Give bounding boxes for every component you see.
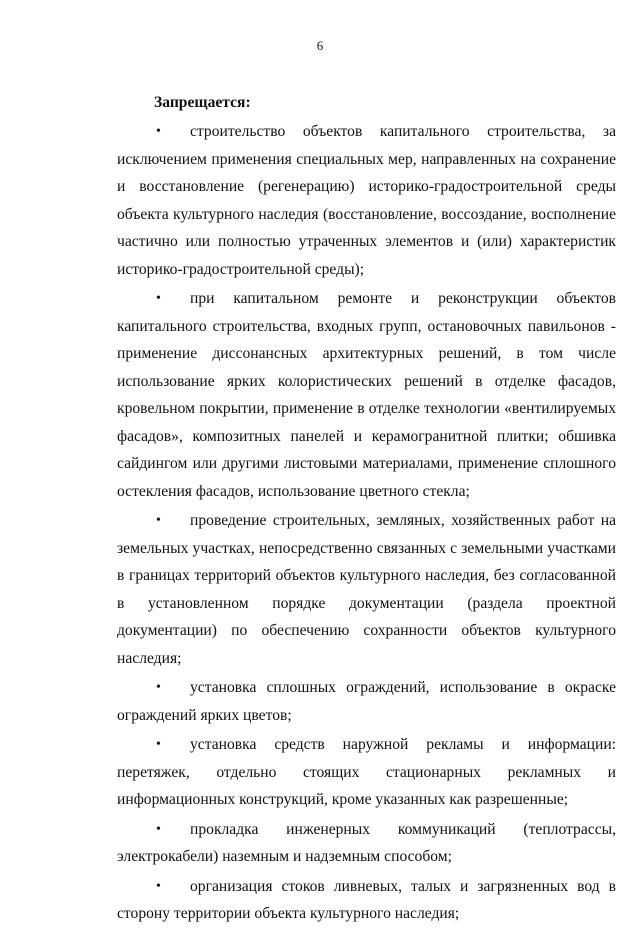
section-heading: Запрещается: xyxy=(154,94,251,111)
bullet-icon: • xyxy=(156,878,161,894)
bullet-icon: • xyxy=(156,124,161,139)
list-item-text: прокладка инженерных коммуникаций (теплотрассы, электрокабели) наземным и надземным способом; xyxy=(117,820,616,865)
bullet-icon: • xyxy=(156,737,161,752)
list-item xyxy=(117,731,616,814)
list-item xyxy=(117,118,616,283)
bullet-icon: • xyxy=(156,821,161,837)
list-item-text: проведение строительных, земляных, хозяйственных работ на земельных участках, непосредственно связанных с земельными участками в границах территорий объектов культурного наследия, без согласованной в установленном порядке документации (раздела проектной документации) по обеспечению сохранности объектов культурного наследия; xyxy=(117,512,616,667)
list-item xyxy=(117,285,616,505)
bullet-icon: • xyxy=(156,291,161,306)
list-item-text: при капитальном ремонте и реконструкции объектов капитального строительства, входных групп, остановочных павильонов - применение диссонансных архитектурных решений, в том числе использование ярких колористических решений в отделке фасадов, кровельном покрытии, применение в отделке технологии «вентилируемых фасадов», композитных панелей и керамогранитной плитки; обшивка сайдингом или другими листовыми материалами, применение сплошного остекления фасадов, использование цветного стекла; xyxy=(117,290,616,500)
bullet-icon: • xyxy=(156,680,161,695)
list-item xyxy=(117,816,616,871)
list-item xyxy=(117,674,616,729)
list-item xyxy=(117,873,616,928)
document-body xyxy=(117,88,616,930)
page-number: 6 xyxy=(316,38,324,53)
list-item-text: строительство объектов капитального строительства, за исключением применения специальных мер, направленных на сохранение и восстановление (регенерацию) историко-градостроительной среды объекта культурного наследия (восстановление, воссоздание, восполнение частично или полностью утраченных элементов и (или) характеристик историко-градостроительной среды); xyxy=(117,123,616,278)
list-item-text: установка сплошных ограждений, использование в окраске ограждений ярких цветов; xyxy=(117,679,616,724)
list-item xyxy=(117,507,616,672)
bullet-icon: • xyxy=(156,513,161,528)
list-item-text: установка средств наружной рекламы и информации: перетяжек, отдельно стоящих стационарных рекламных и информационных конструкций, кроме указанных как разрешенные; xyxy=(117,736,616,808)
list-item-text: организация стоков ливневых, талых и загрязненных вод в сторону территории объекта культурного наследия; xyxy=(117,877,616,922)
